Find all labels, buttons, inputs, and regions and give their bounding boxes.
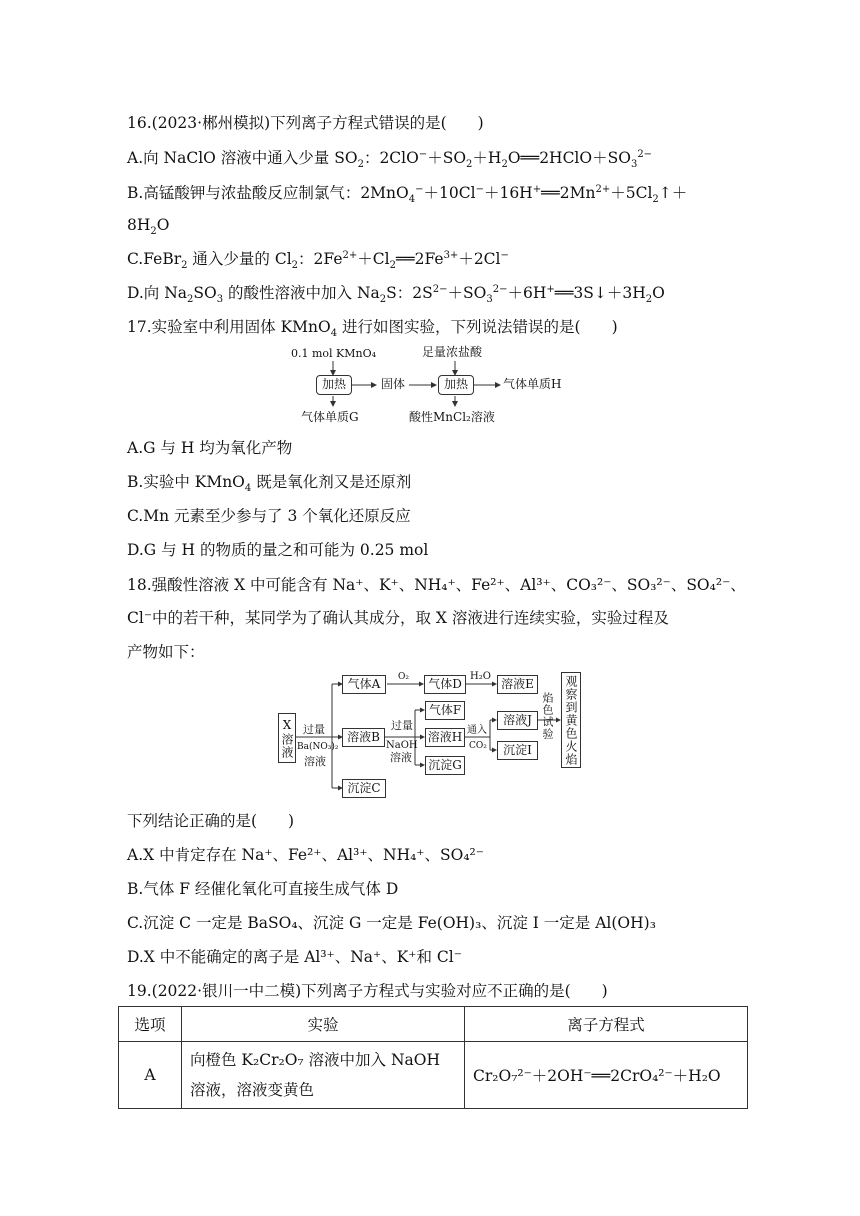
gas-g-label: 气体单质G [301, 410, 359, 424]
q18-option-d: D.X 中不能确定的离子是 Al³⁺、Na⁺、K⁺和 Cl⁻ [127, 948, 462, 966]
table-row [119, 1042, 748, 1109]
step1-reagent: Ba(NO₃)₂ [297, 742, 339, 752]
x-solution-box: X溶液 [278, 713, 296, 763]
q18-stem-line2: Cl⁻中的若干种，某同学为了确认其成分，取 X 溶液进行连续实验，实验过程及 [127, 609, 669, 627]
heat-box-2: 加热 [438, 375, 474, 395]
q19-stem: 19.(2022·银川一中二模)下列离子方程式与实验对应不正确的是( ) [127, 982, 608, 1000]
step1-solution: 溶液 [304, 755, 326, 768]
flame-test-label: 焰色试验 [541, 692, 554, 740]
q17-option-d: D.G 与 H 的物质的量之和可能为 0.25 mol [127, 541, 429, 559]
q18-option-b: B.气体 F 经催化氧化可直接生成气体 D [127, 880, 399, 898]
yellow-flame-box: 观察到黄色火焰 [561, 672, 581, 768]
precipitate-g-box: 沉淀G [425, 756, 465, 775]
row-equation: Cr₂O₇²⁻＋2OH⁻══2CrO₄²⁻＋H₂O [465, 1042, 748, 1109]
row-option: A [119, 1042, 182, 1109]
q17-option-b: B.实验中 KMnO$_4$ 既是氧化剂又是还原剂 [127, 473, 412, 495]
experiment-line-2: 溶液，溶液变黄色 [190, 1081, 315, 1099]
table-header-row [119, 1007, 748, 1042]
header-option: 选项 [119, 1007, 182, 1042]
q16-option-b-cont: $8H_2O$ [127, 216, 170, 238]
solution-b-box: 溶液B [342, 728, 385, 747]
solid-label: 固体 [381, 377, 406, 391]
q18-conclusion: 下列结论正确的是( ) [127, 812, 295, 830]
reagent-hcl: 足量浓盐酸 [422, 345, 483, 359]
solution-h-box: 溶液H [425, 728, 465, 747]
experiment-line-1: 向橙色 K₂Cr₂O₇ 溶液中加入 NaOH [190, 1051, 441, 1069]
gas-f-box: 气体F [425, 701, 465, 720]
co2-label: CO₂ [469, 741, 487, 751]
step1-top: 过量 [303, 723, 325, 736]
step2-top: 过量 [391, 719, 413, 732]
q18-stem-line3: 产物如下： [127, 643, 205, 661]
step2-solution: 溶液 [390, 751, 412, 764]
solution-j-box: 溶液J [497, 711, 538, 730]
h2o-label: H₂O [470, 671, 491, 682]
q17-stem: 17.实验室中利用固体 KMnO$_4$ 进行如图实验，下列说法错误的是( ) [127, 318, 618, 340]
q16-option-a: A.向 NaClO 溶液中通入少量 $SO_2$：$2ClO^-+SO_2+H_2O══2HClO+SO_3^{2-}$ [127, 148, 653, 171]
q17-option-a: A.G 与 H 均为氧化产物 [127, 439, 293, 457]
row-experiment [182, 1042, 465, 1109]
mncl2-label: 酸性MnCl₂溶液 [409, 410, 495, 424]
header-equation: 离子方程式 [465, 1007, 748, 1042]
solution-e-box: 溶液E [497, 675, 538, 694]
gas-h-label: 气体单质H [503, 377, 562, 391]
reagent-kmno4: 0.1 mol KMnO₄ [291, 347, 377, 360]
gas-d-box: 气体D [424, 675, 466, 694]
q17-option-c: C.Mn 元素至少参与了 3 个氧化还原反应 [127, 507, 411, 525]
precipitate-c-box: 沉淀C [342, 779, 386, 798]
precipitate-i-box: 沉淀I [497, 741, 538, 760]
q19-table [118, 1006, 748, 1109]
q16-option-d: D.向 $Na_2SO_3$ 的酸性溶液中加入 $Na_2S$：$2S^{2-}+SO_3^{2-}+6H^+══3S↓+3H_2O$ [127, 283, 665, 306]
o2-label: O₂ [398, 672, 409, 682]
step2-reagent: NaOH [386, 740, 418, 751]
header-experiment: 实验 [182, 1007, 465, 1042]
q18-option-c: C.沉淀 C 一定是 BaSO₄、沉淀 G 一定是 Fe(OH)₃、沉淀 I 一定是 Al(OH)₃ [127, 914, 656, 932]
pass-label: 通入 [467, 725, 487, 736]
q16-stem: 16.(2023·郴州模拟)下列离子方程式错误的是( ) [127, 114, 484, 132]
heat-box-1: 加热 [316, 375, 352, 395]
q18-option-a: A.X 中肯定存在 Na⁺、Fe²⁺、Al³⁺、NH₄⁺、SO₄²⁻ [127, 846, 484, 864]
q18-stem-line1: 18.强酸性溶液 X 中可能含有 Na⁺、K⁺、NH₄⁺、Fe²⁺、Al³⁺、CO₃²⁻、SO₃²⁻、SO₄²⁻、 [127, 576, 746, 594]
gas-a-box: 气体A [342, 675, 386, 694]
q16-option-c: C.FeBr$_2$ 通入少量的 $Cl_2$：$2Fe^{2+}+Cl_2══2Fe^{3+}+2Cl^-$ [127, 249, 509, 272]
q16-option-b: B.高锰酸钾与浓盐酸反应制氯气：$2MnO_4^-+10Cl^-+16H^+══2Mn^{2+}+5Cl_2↑+$ [127, 183, 688, 206]
